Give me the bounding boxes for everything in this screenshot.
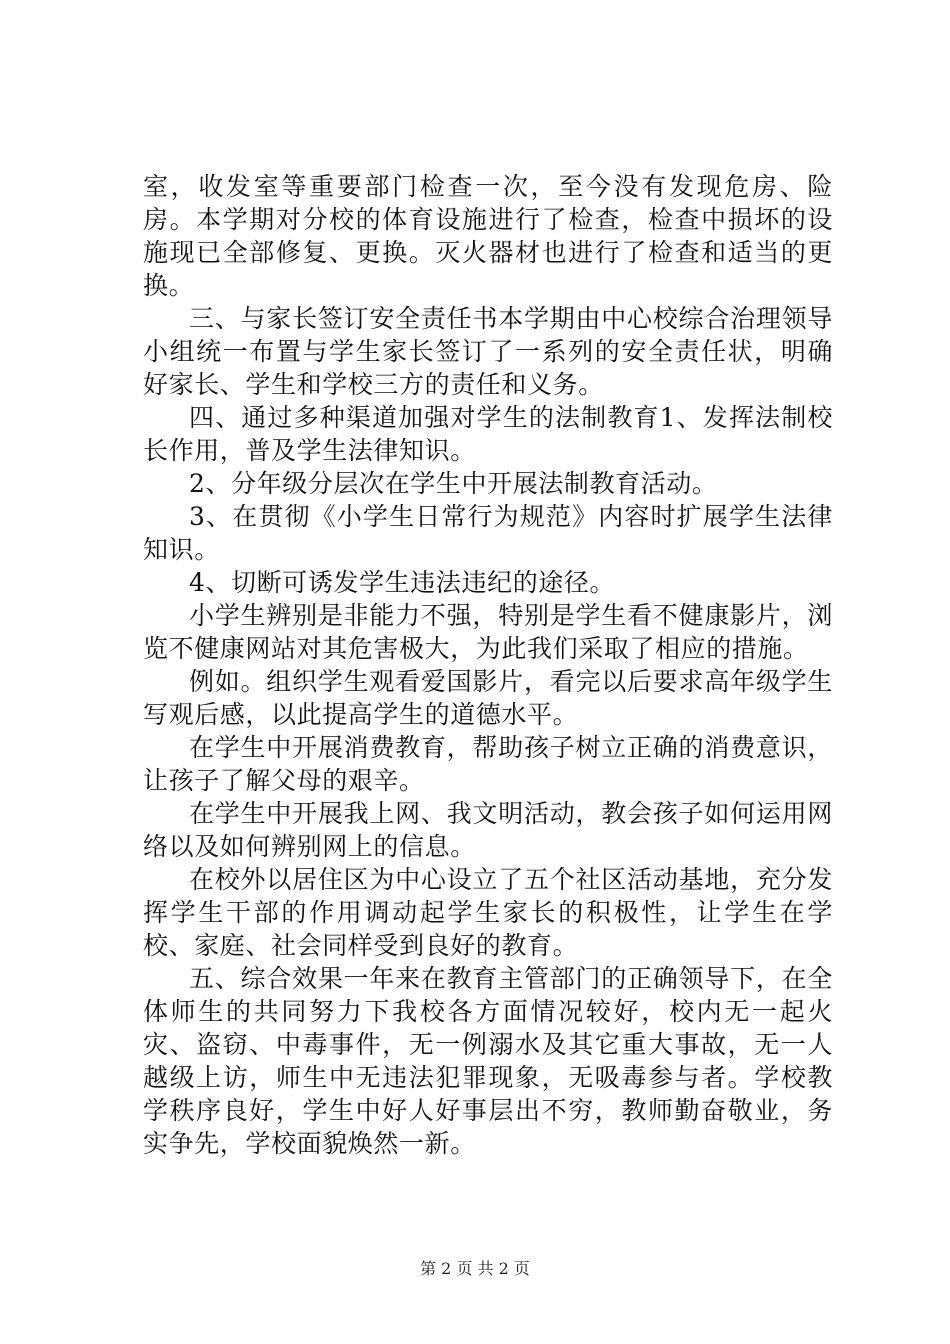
paragraph-9: 在学生中开展消费教育，帮助孩子树立正确的消费意识，让孩子了解父母的艰辛。 — [143, 733, 833, 795]
paragraph-11: 在校外以居住区为中心设立了五个社区活动基地，充分发挥学生干部的作用调动起学生家长的积极性，让学生在学校、家庭、社会同样受到良好的教育。 — [143, 865, 833, 960]
paragraph-10: 在学生中开展我上网、我文明活动，教会孩子如何运用网络以及如何辨别网上的信息。 — [143, 799, 833, 861]
paragraph-7: 小学生辨别是非能力不强，特别是学生看不健康影片，浏览不健康网站对其危害极大，为此我们采取了相应的措施。 — [143, 601, 833, 663]
paragraph-5: 3、在贯彻《小学生日常行为规范》内容时扩展学生法律知识。 — [143, 502, 833, 564]
page-footer — [0, 1256, 950, 1279]
paragraph-3: 四、通过多种渠道加强对学生的法制教育1、发挥法制校长作用，普及学生法律知识。 — [143, 403, 833, 465]
paragraph-12: 五、综合效果一年来在教育主管部门的正确领导下，在全体师生的共同努力下我校各方面情况较好，校内无一起火灾、盗窃、中毒事件，无一例溺水及其它重大事故，无一人越级上访，师生中无违法犯罪现象，无吸毒参与者。学校教学秩序良好，学生中好人好事层出不穷，教师勤奋敬业，务实争先，学校面貌焕然一新。 — [143, 964, 833, 1158]
paragraph-8: 例如。组织学生观看爱国影片，看完以后要求高年级学生写观后感，以此提高学生的道德水平。 — [143, 667, 833, 729]
document-body — [143, 170, 833, 1160]
paragraph-2: 三、与家长签订安全责任书本学期由中心校综合治理领导小组统一布置与学生家长签订了一系列的安全责任状，明确好家长、学生和学校三方的责任和义务。 — [143, 304, 833, 399]
paragraph-6: 4、切断可诱发学生违法违纪的途径。 — [189, 568, 616, 597]
paragraph-1: 室，收发室等重要部门检查一次，至今没有发现危房、险房。本学期对分校的体育设施进行了检查，检查中损坏的设施现已全部修复、更换。灭火器材也进行了检查和适当的更换。 — [143, 172, 833, 300]
page-number-label: 第 2 页 共 2 页 — [420, 1259, 530, 1278]
paragraph-4: 2、分年级分层次在学生中开展法制教育活动。 — [189, 469, 718, 498]
